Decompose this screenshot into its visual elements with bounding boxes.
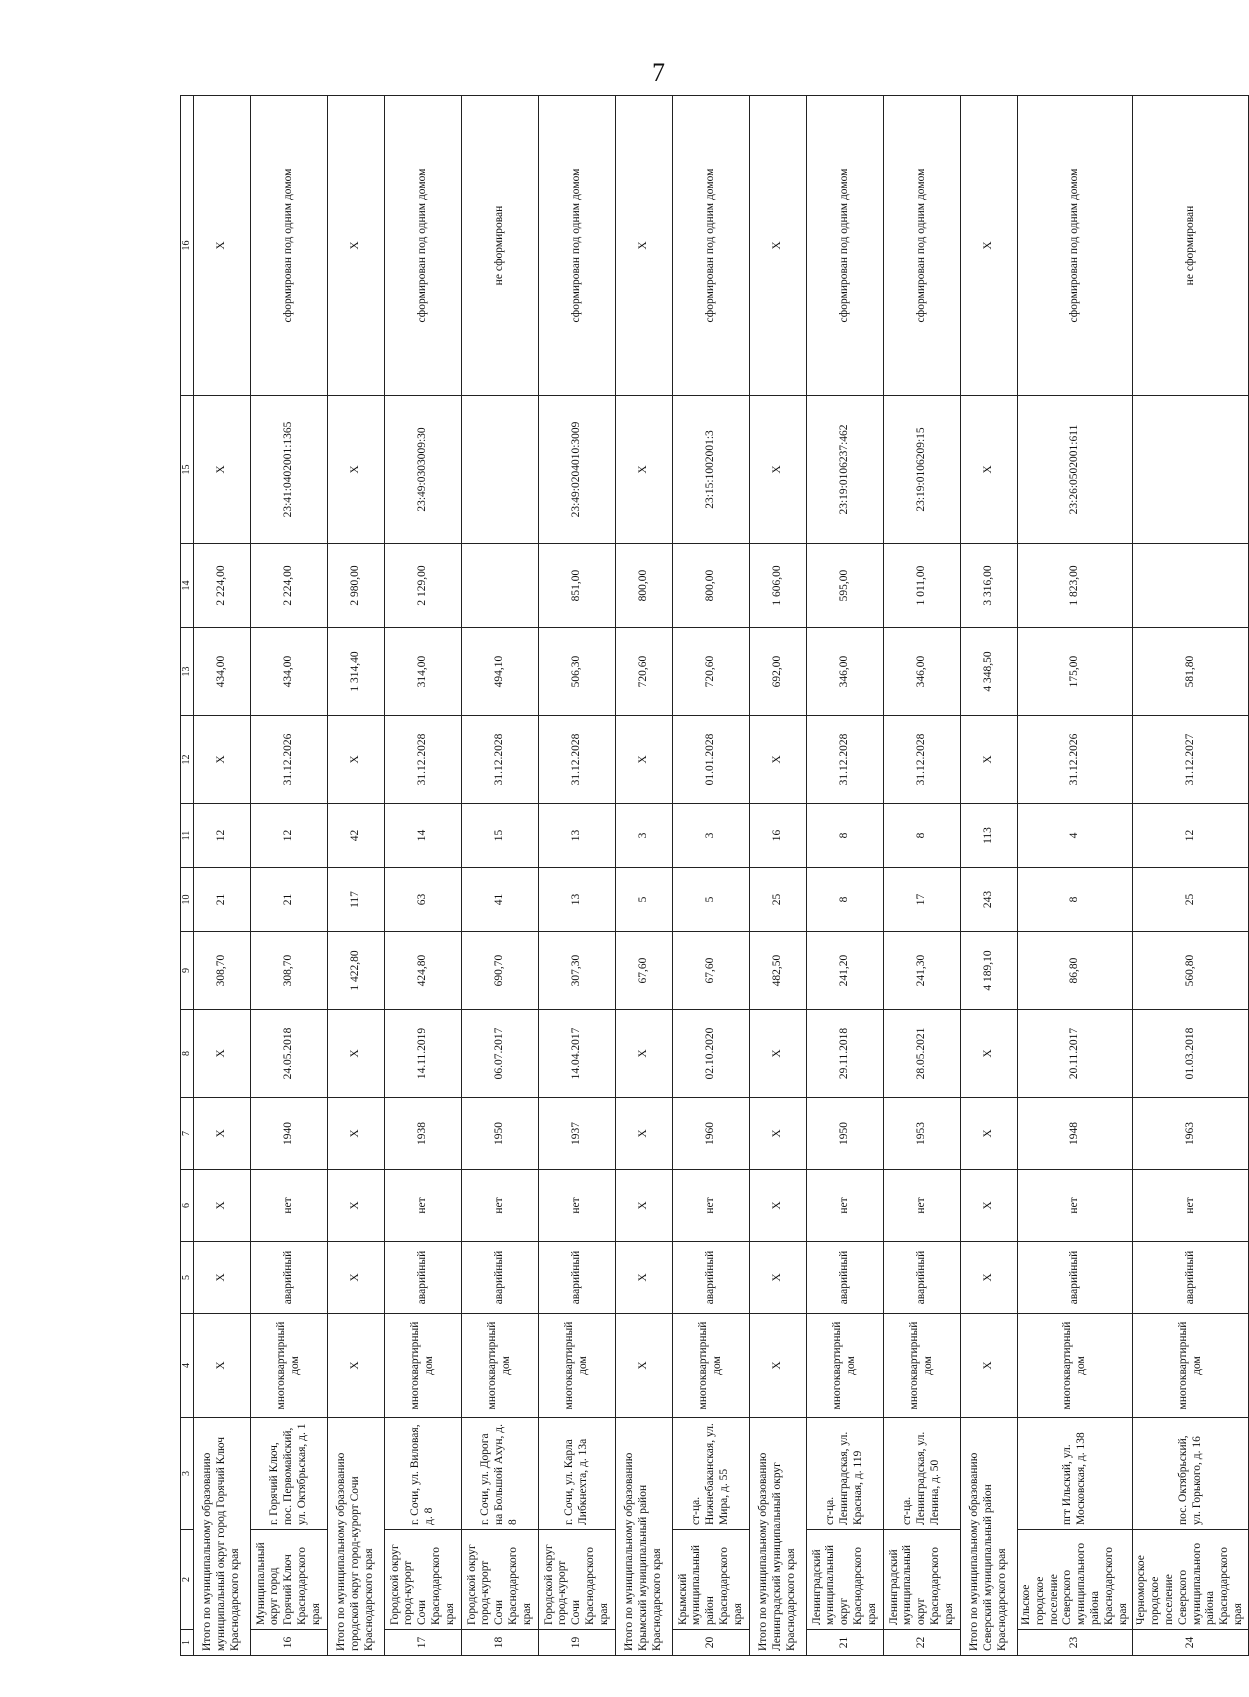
table-cell: многоквартирный дом — [673, 1314, 750, 1418]
table-cell: X — [194, 1170, 251, 1242]
table-cell: 434,00 — [251, 628, 328, 716]
table-cell: нет — [807, 1170, 884, 1242]
table-cell: X — [961, 1314, 1018, 1418]
table-cell: X — [194, 396, 251, 544]
address-cell: пгт Ильский, ул. Московская, д. 138 — [1018, 1418, 1133, 1530]
table-cell: X — [328, 96, 385, 396]
municipality-cell: Городской округ город-курорт Сочи Краснодарского края — [462, 1530, 539, 1630]
table-cell: 12 — [251, 804, 328, 868]
row-number: 23 — [1018, 1630, 1133, 1656]
table-cell — [462, 396, 539, 544]
address-cell: г. Горячий Ключ, пос. Первомайский, ул. Октябрьская, д. 1 — [251, 1418, 328, 1530]
table-cell: 21 — [194, 868, 251, 932]
table-cell: нет — [1018, 1170, 1133, 1242]
table-cell: сформирован под одним домом — [884, 96, 961, 396]
table-cell: X — [961, 1242, 1018, 1314]
table-cell: 851,00 — [539, 544, 616, 628]
table-cell: нет — [673, 1170, 750, 1242]
table-cell: 308,70 — [194, 932, 251, 1010]
municipality-cell: Крымский муниципальный район Краснодарского края — [673, 1530, 750, 1630]
row-number: 22 — [884, 1630, 961, 1656]
table-cell: 31.12.2028 — [807, 716, 884, 804]
column-number: 12 — [181, 716, 194, 804]
table-cell: X — [750, 716, 807, 804]
table-cell: 02.10.2020 — [673, 1010, 750, 1098]
table-cell: 21 — [251, 868, 328, 932]
table-cell: X — [328, 716, 385, 804]
table-row — [673, 96, 750, 1656]
table-cell: 23:19:0106209:15 — [884, 396, 961, 544]
table-cell: 14 — [385, 804, 462, 868]
total-row — [194, 96, 251, 1656]
column-number: 4 — [181, 1314, 194, 1418]
table-cell: 23:15:1002001:3 — [673, 396, 750, 544]
page-number: 7 — [652, 58, 665, 87]
table-cell: 31.12.2028 — [884, 716, 961, 804]
table-cell: 23:26:0502001:611 — [1018, 396, 1133, 544]
address-cell: пос. Октябрьский, ул. Горького, д. 16 — [1133, 1418, 1248, 1530]
column-number: 2 — [181, 1530, 194, 1630]
table-cell: 4 348,50 — [961, 628, 1018, 716]
table-cell: X — [750, 1314, 807, 1418]
table-cell: X — [961, 1098, 1018, 1170]
table-cell: многоквартирный дом — [1018, 1314, 1133, 1418]
table-cell: X — [961, 396, 1018, 544]
municipality-cell: Городской округ город-курорт Сочи Краснодарского края — [385, 1530, 462, 1630]
table-cell: 17 — [884, 868, 961, 932]
table-cell: многоквартирный дом — [884, 1314, 961, 1418]
municipality-cell: Ленинградский муниципальный округ Краснодарского края — [884, 1530, 961, 1630]
total-label: Итого по муниципальному образованию городской округ город-курорт Сочи Краснодарского края — [328, 1418, 385, 1656]
table-cell: 720,60 — [616, 628, 673, 716]
column-number: 7 — [181, 1098, 194, 1170]
table-cell: 117 — [328, 868, 385, 932]
column-number: 8 — [181, 1010, 194, 1098]
table-cell: 2 980,00 — [328, 544, 385, 628]
municipality-cell: Муниципальный округ город Горячий Ключ Краснодарского края — [251, 1530, 328, 1630]
column-number: 9 — [181, 932, 194, 1010]
table-cell: 28.05.2021 — [884, 1010, 961, 1098]
table-cell — [462, 544, 539, 628]
table-cell: 15 — [462, 804, 539, 868]
table-cell: X — [194, 1314, 251, 1418]
municipality-cell: Черноморское городское поселение Северского муниципального района Краснодарского края — [1133, 1530, 1248, 1630]
table-cell: 1 314,40 — [328, 628, 385, 716]
table-cell: нет — [884, 1170, 961, 1242]
table-cell: сформирован под одним домом — [385, 96, 462, 396]
table-cell: 42 — [328, 804, 385, 868]
table-cell: 2 224,00 — [194, 544, 251, 628]
table-cell: сформирован под одним домом — [1018, 96, 1133, 396]
table-cell: аварийный — [539, 1242, 616, 1314]
table-cell: многоквартирный дом — [539, 1314, 616, 1418]
table-cell: нет — [539, 1170, 616, 1242]
address-cell: ст-ца. Ленинградская, ул. Ленина, д. 50 — [884, 1418, 961, 1530]
column-number: 11 — [181, 804, 194, 868]
table-cell: 5 — [616, 868, 673, 932]
table-cell: X — [194, 716, 251, 804]
row-number: 19 — [539, 1630, 616, 1656]
table-cell: многоквартирный дом — [807, 1314, 884, 1418]
table-cell: аварийный — [462, 1242, 539, 1314]
table-cell: 581,80 — [1133, 628, 1248, 716]
table-cell: многоквартирный дом — [1133, 1314, 1248, 1418]
column-number: 3 — [181, 1418, 194, 1530]
table-cell: 692,00 — [750, 628, 807, 716]
total-label: Итого по муниципальному образованию Ленинградский муниципальный округ Краснодарского края — [750, 1418, 807, 1656]
table-cell: X — [328, 1314, 385, 1418]
table-cell: 1 011,00 — [884, 544, 961, 628]
table-cell: X — [194, 96, 251, 396]
table-cell: X — [961, 1170, 1018, 1242]
total-label: Итого по муниципальному образованию Крымский муниципальный район Краснодарского края — [616, 1418, 673, 1656]
table-cell: 494,10 — [462, 628, 539, 716]
column-number: 16 — [181, 96, 194, 396]
table-cell: аварийный — [1133, 1242, 1248, 1314]
table-cell: сформирован под одним домом — [539, 96, 616, 396]
table-cell: X — [328, 1170, 385, 1242]
table-cell: 14.11.2019 — [385, 1010, 462, 1098]
table-row — [1018, 96, 1133, 1656]
table-cell: X — [961, 96, 1018, 396]
table-cell: 800,00 — [673, 544, 750, 628]
table-cell: 243 — [961, 868, 1018, 932]
column-number: 5 — [181, 1242, 194, 1314]
table-cell — [1133, 396, 1248, 544]
table-cell: X — [328, 1242, 385, 1314]
table-row — [385, 96, 462, 1656]
table-cell: X — [616, 1314, 673, 1418]
table-cell: X — [616, 396, 673, 544]
table-cell: 1 823,00 — [1018, 544, 1133, 628]
table-cell: X — [616, 716, 673, 804]
column-number: 13 — [181, 628, 194, 716]
column-number: 1 — [181, 1630, 194, 1656]
table-cell: 67,60 — [673, 932, 750, 1010]
table-cell: 2 224,00 — [251, 544, 328, 628]
table-cell: многоквартирный дом — [462, 1314, 539, 1418]
table-cell: X — [616, 96, 673, 396]
table-cell: 63 — [385, 868, 462, 932]
table-cell: 1948 — [1018, 1098, 1133, 1170]
table-cell: аварийный — [251, 1242, 328, 1314]
table-cell: X — [194, 1242, 251, 1314]
table-cell: X — [328, 396, 385, 544]
table-cell: 5 — [673, 868, 750, 932]
table-cell: X — [616, 1010, 673, 1098]
table-cell: 346,00 — [807, 628, 884, 716]
table-cell: 1940 — [251, 1098, 328, 1170]
table-cell: 1938 — [385, 1098, 462, 1170]
table-cell: 1953 — [884, 1098, 961, 1170]
table-row — [884, 96, 961, 1656]
table-cell: 314,00 — [385, 628, 462, 716]
table-cell: 175,00 — [1018, 628, 1133, 716]
table-cell: 482,50 — [750, 932, 807, 1010]
row-number: 16 — [251, 1630, 328, 1656]
table-body — [181, 96, 1249, 1656]
address-cell: ст-ца. Нижнебаканская, ул. Мира, д. 55 — [673, 1418, 750, 1530]
table-cell: многоквартирный дом — [251, 1314, 328, 1418]
table-cell: X — [750, 1010, 807, 1098]
table-cell: 25 — [1133, 868, 1248, 932]
table-cell: 31.12.2027 — [1133, 716, 1248, 804]
table-cell: сформирован под одним домом — [251, 96, 328, 396]
table-cell: X — [616, 1170, 673, 1242]
table-cell: 4 189,10 — [961, 932, 1018, 1010]
table-cell: 800,00 — [616, 544, 673, 628]
table-cell: 86,80 — [1018, 932, 1133, 1010]
table-cell: нет — [385, 1170, 462, 1242]
table-cell: 241,30 — [884, 932, 961, 1010]
table-cell: 3 — [673, 804, 750, 868]
table-cell: 1960 — [673, 1098, 750, 1170]
municipality-cell: Городской округ город-курорт Сочи Краснодарского края — [539, 1530, 616, 1630]
table-cell: X — [616, 1098, 673, 1170]
address-cell: г. Сочи, ул. Дорога на Большой Ахун, д. 8 — [462, 1418, 539, 1530]
table-cell: X — [616, 1242, 673, 1314]
row-number: 17 — [385, 1630, 462, 1656]
table-cell: 595,00 — [807, 544, 884, 628]
table-cell: 31.12.2028 — [539, 716, 616, 804]
table-cell: 06.07.2017 — [462, 1010, 539, 1098]
table-cell: 23:41:0402001:1365 — [251, 396, 328, 544]
table-cell: 16 — [750, 804, 807, 868]
table-cell: X — [750, 96, 807, 396]
table-cell: сформирован под одним домом — [673, 96, 750, 396]
table-cell: нет — [462, 1170, 539, 1242]
table-cell: аварийный — [884, 1242, 961, 1314]
table-cell: X — [194, 1098, 251, 1170]
total-row — [616, 96, 673, 1656]
table-cell: 12 — [1133, 804, 1248, 868]
address-cell: г. Сочи, ул. Виловая, д. 8 — [385, 1418, 462, 1530]
total-row — [961, 96, 1018, 1656]
table-row — [539, 96, 616, 1656]
table-cell: 29.11.2018 — [807, 1010, 884, 1098]
column-number: 6 — [181, 1170, 194, 1242]
total-label: Итого по муниципальному образованию муниципальный округ город Горячий Ключ Краснодарского края — [194, 1418, 251, 1656]
table-cell: 1963 — [1133, 1098, 1248, 1170]
table-row — [807, 96, 884, 1656]
total-label: Итого по муниципальному образованию Северский муниципальный район Краснодарского края — [961, 1418, 1018, 1656]
table-cell: 307,30 — [539, 932, 616, 1010]
table-cell: 1937 — [539, 1098, 616, 1170]
table-cell: 1950 — [807, 1098, 884, 1170]
table-cell: 690,70 — [462, 932, 539, 1010]
table-cell: 13 — [539, 804, 616, 868]
table-cell: 24.05.2018 — [251, 1010, 328, 1098]
table-cell: 23:19:0106237:462 — [807, 396, 884, 544]
rotated-table-container — [180, 116, 1244, 1656]
table-cell: X — [961, 716, 1018, 804]
table-cell: нет — [1133, 1170, 1248, 1242]
table-cell: 1 606,00 — [750, 544, 807, 628]
table-cell: 8 — [1018, 868, 1133, 932]
table-cell: не сформирован — [1133, 96, 1248, 396]
table-cell: 31.12.2028 — [462, 716, 539, 804]
address-cell: ст-ца. Ленинградская, ул. Красная, д. 119 — [807, 1418, 884, 1530]
table-cell: 424,80 — [385, 932, 462, 1010]
table-cell: многоквартирный дом — [385, 1314, 462, 1418]
table-cell: 241,20 — [807, 932, 884, 1010]
table-cell: 31.12.2028 — [385, 716, 462, 804]
total-row — [750, 96, 807, 1656]
table-cell: сформирован под одним домом — [807, 96, 884, 396]
table-cell: 3 — [616, 804, 673, 868]
table-cell: 2 129,00 — [385, 544, 462, 628]
table-cell: 506,30 — [539, 628, 616, 716]
table-cell: 13 — [539, 868, 616, 932]
municipality-cell: Ленинградский муниципальный округ Краснодарского края — [807, 1530, 884, 1630]
table-cell: аварийный — [1018, 1242, 1133, 1314]
table-cell: 720,60 — [673, 628, 750, 716]
table-cell: 31.12.2026 — [251, 716, 328, 804]
row-number: 18 — [462, 1630, 539, 1656]
table-row — [251, 96, 328, 1656]
table-cell: 14.04.2017 — [539, 1010, 616, 1098]
table-cell: 01.01.2028 — [673, 716, 750, 804]
table-cell: аварийный — [807, 1242, 884, 1314]
table-cell: не сформирован — [462, 96, 539, 396]
column-number: 10 — [181, 868, 194, 932]
table-cell: 434,00 — [194, 628, 251, 716]
table-cell: 3 316,00 — [961, 544, 1018, 628]
table-cell: 8 — [807, 804, 884, 868]
table-cell: 308,70 — [251, 932, 328, 1010]
row-number: 21 — [807, 1630, 884, 1656]
table-cell — [1133, 544, 1248, 628]
table-cell: 346,00 — [884, 628, 961, 716]
table-cell: 01.03.2018 — [1133, 1010, 1248, 1098]
table-cell: 23:49:0303009:30 — [385, 396, 462, 544]
row-number: 24 — [1133, 1630, 1248, 1656]
column-number: 14 — [181, 544, 194, 628]
table-cell: 20.11.2017 — [1018, 1010, 1133, 1098]
table-cell: 23:49:0204010:3009 — [539, 396, 616, 544]
table-cell: X — [750, 1242, 807, 1314]
table-row — [1133, 96, 1248, 1656]
table-cell: 560,80 — [1133, 932, 1248, 1010]
table-cell: X — [961, 1010, 1018, 1098]
table-cell: 4 — [1018, 804, 1133, 868]
table-row — [462, 96, 539, 1656]
table-cell: 12 — [194, 804, 251, 868]
table-cell: X — [194, 1010, 251, 1098]
housing-table — [180, 95, 1249, 1656]
table-cell: 25 — [750, 868, 807, 932]
table-cell: X — [328, 1010, 385, 1098]
address-cell: г. Сочи, ул. Карла Либкнехта, д. 13а — [539, 1418, 616, 1530]
table-cell: 1950 — [462, 1098, 539, 1170]
table-cell: нет — [251, 1170, 328, 1242]
column-number: 15 — [181, 396, 194, 544]
total-row — [328, 96, 385, 1656]
table-cell: X — [750, 1170, 807, 1242]
table-cell: аварийный — [385, 1242, 462, 1314]
table-cell: аварийный — [673, 1242, 750, 1314]
table-cell: 1 422,80 — [328, 932, 385, 1010]
row-number: 20 — [673, 1630, 750, 1656]
table-cell: X — [750, 1098, 807, 1170]
table-cell: 31.12.2026 — [1018, 716, 1133, 804]
table-cell: X — [328, 1098, 385, 1170]
table-cell: 41 — [462, 868, 539, 932]
table-cell: 8 — [807, 868, 884, 932]
table-cell: 8 — [884, 804, 961, 868]
column-number-row — [181, 96, 194, 1656]
table-cell: 113 — [961, 804, 1018, 868]
municipality-cell: Ильское городское поселение Северского муниципального района Краснодарского края — [1018, 1530, 1133, 1630]
table-cell: 67,60 — [616, 932, 673, 1010]
table-cell: X — [750, 396, 807, 544]
